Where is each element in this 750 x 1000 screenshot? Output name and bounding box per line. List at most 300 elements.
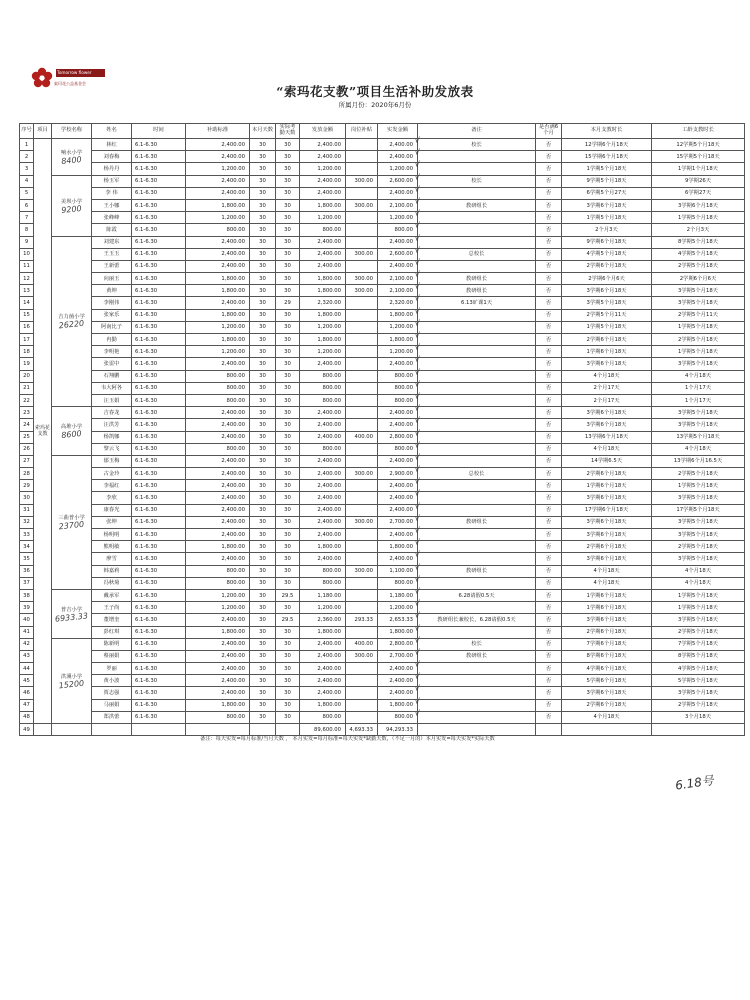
check-mark-icon: √ xyxy=(414,452,420,462)
col-six-months-cell: 否 xyxy=(536,602,562,614)
table-row xyxy=(20,273,745,285)
col-name-header: 姓名 xyxy=(92,124,132,139)
check-mark-icon: √ xyxy=(414,355,420,365)
logo-text: Tomorrow flower xyxy=(56,69,105,77)
check-mark-icon: √ xyxy=(414,708,420,718)
col-period-cell: 6.1-6.30 xyxy=(132,589,186,601)
table-row xyxy=(20,139,745,151)
col-days-cell: 30 xyxy=(250,589,276,601)
col-post-allowance-cell xyxy=(346,407,378,419)
table-row xyxy=(20,370,745,382)
col-index-cell: 32 xyxy=(20,516,34,528)
col-period-cell: 6.1-6.30 xyxy=(132,529,186,541)
school-name: 响水小学 xyxy=(60,149,83,156)
col-index-cell: 22 xyxy=(20,394,34,406)
document-title: “索玛花支教”项目生活补助发放表 xyxy=(276,84,474,99)
school-cell xyxy=(52,407,92,456)
col-standard-cell: 1,200.00 xyxy=(186,163,250,175)
table-row xyxy=(20,589,745,601)
col-name-cell: 张坤 xyxy=(92,516,132,528)
col-standard-cell: 1,800.00 xyxy=(186,541,250,553)
col-standard-cell: 2,400.00 xyxy=(186,614,250,626)
col-remark-cell xyxy=(418,334,536,346)
col-paid-cell: 2,400.00 √ xyxy=(378,187,418,199)
col-period-cell: 6.1-6.30 xyxy=(132,602,186,614)
col-amount-cell: 2,400.00 xyxy=(300,151,346,163)
handwritten-date: 6.18号 xyxy=(674,773,715,793)
col-remark-cell xyxy=(418,382,536,394)
col-amount-cell: 2,320.00 xyxy=(300,297,346,309)
school-cell xyxy=(52,455,92,589)
col-post-allowance-cell xyxy=(346,663,378,675)
col-post-allowance-cell xyxy=(346,711,378,723)
col-six-months-cell: 否 xyxy=(536,492,562,504)
col-six-months-cell: 否 xyxy=(536,516,562,528)
table-row xyxy=(20,492,745,504)
col-amount-cell: 2,400.00 xyxy=(300,529,346,541)
table-row xyxy=(20,394,745,406)
col-days-cell: 30 xyxy=(250,504,276,516)
col-name-cell: 冉勤 xyxy=(92,334,132,346)
check-mark-icon: √ xyxy=(414,343,420,353)
col-period-cell: 6.1-6.30 xyxy=(132,309,186,321)
check-mark-icon: √ xyxy=(414,513,420,523)
col-six-months-cell: 否 xyxy=(536,638,562,650)
table-row xyxy=(20,285,745,297)
col-month-duration-cell: 2学期6个月18天 xyxy=(562,468,652,480)
col-attendance-cell: 30 xyxy=(276,541,300,553)
table-row xyxy=(20,529,745,541)
col-post-allowance-cell xyxy=(346,260,378,272)
col-period-cell: 6.1-6.30 xyxy=(132,650,186,662)
col-index-cell: 21 xyxy=(20,382,34,394)
col-name-cell: 黎云飞 xyxy=(92,443,132,455)
col-post-allowance-cell: 300.00 xyxy=(346,516,378,528)
col-paid-cell: 2,400.00 √ xyxy=(378,480,418,492)
col-index-cell: 1 xyxy=(20,139,34,151)
col-name-cell: 李刚伟 xyxy=(92,297,132,309)
col-name-cell: 杨玉军 xyxy=(92,175,132,187)
col-standard-cell: 2,400.00 xyxy=(186,516,250,528)
col-index-cell: 20 xyxy=(20,370,34,382)
school-name: 吉力菌小学 xyxy=(58,314,85,321)
col-paid-cell: 1,800.00 √ xyxy=(378,309,418,321)
col-post-allowance-cell: 300.00 xyxy=(346,650,378,662)
col-days-cell: 30 xyxy=(250,285,276,297)
col-period-cell: 6.1-6.30 xyxy=(132,711,186,723)
col-name-cell: 汪玉娟 xyxy=(92,394,132,406)
col-index-cell: 18 xyxy=(20,346,34,358)
col-period-cell: 6.1-6.30 xyxy=(132,699,186,711)
col-remark-cell xyxy=(418,541,536,553)
col-total-duration-cell: 3学期5个月18天 xyxy=(652,358,745,370)
col-six-months-cell: 否 xyxy=(536,541,562,553)
col-remark-cell: 教研组长 xyxy=(418,516,536,528)
col-name-cell: 陈新明 xyxy=(92,638,132,650)
table-row xyxy=(20,602,745,614)
col-attendance-cell: 29 xyxy=(276,297,300,309)
col-total-duration-cell: 1学期5个月18天 xyxy=(652,212,745,224)
col-period-cell: 6.1-6.30 xyxy=(132,382,186,394)
col-standard-cell: 800.00 xyxy=(186,394,250,406)
col-month-duration-header: 本月支教时长 xyxy=(562,124,652,139)
col-amount-cell: 2,400.00 xyxy=(300,139,346,151)
col-index-cell: 28 xyxy=(20,468,34,480)
col-paid-cell: 1,800.00 √ xyxy=(378,699,418,711)
col-days-cell: 30 xyxy=(250,541,276,553)
col-period-cell: 6.1-6.30 xyxy=(132,577,186,589)
col-post-allowance-cell xyxy=(346,553,378,565)
col-total-duration-cell: 4个月18天 xyxy=(652,565,745,577)
col-paid-cell: 2,400.00 √ xyxy=(378,151,418,163)
table-row xyxy=(20,711,745,723)
handwritten-school-total: 23700 xyxy=(58,520,85,532)
col-month-duration-cell: 1学期6个月18天 xyxy=(562,480,652,492)
col-remark-cell xyxy=(418,675,536,687)
col-remark-cell xyxy=(418,626,536,638)
table-row xyxy=(20,187,745,199)
check-mark-icon: √ xyxy=(414,306,420,316)
col-index-cell: 6 xyxy=(20,199,34,211)
handwritten-school-total: 26220 xyxy=(58,319,85,331)
col-name-cell: 韩嘉莉 xyxy=(92,565,132,577)
col-total-duration-cell: 1个月17天 xyxy=(652,382,745,394)
col-name-cell: 黄小波 xyxy=(92,675,132,687)
col-post-allowance-cell xyxy=(346,589,378,601)
check-mark-icon: √ xyxy=(414,501,420,511)
col-total-duration-cell: 7学期5个月18天 xyxy=(652,638,745,650)
col-month-duration-cell: 12学期6个月18天 xyxy=(562,139,652,151)
col-paid-cell: 2,100.00 √ xyxy=(378,273,418,285)
col-six-months-cell: 否 xyxy=(536,151,562,163)
col-standard-cell: 2,400.00 xyxy=(186,468,250,480)
col-post-allowance-cell xyxy=(346,346,378,358)
col-days-cell: 30 xyxy=(250,151,276,163)
col-paid-cell: 800.00 √ xyxy=(378,394,418,406)
col-month-duration-cell: 3学期6个月18天 xyxy=(562,687,652,699)
col-standard-cell: 1,800.00 xyxy=(186,199,250,211)
col-six-months-cell: 否 xyxy=(536,334,562,346)
col-standard-cell: 2,400.00 xyxy=(186,187,250,199)
check-mark-icon: √ xyxy=(414,196,420,206)
col-days-cell: 30 xyxy=(250,711,276,723)
col-attendance-cell: 30 xyxy=(276,139,300,151)
check-mark-icon: √ xyxy=(414,172,420,182)
document-subtitle: 所属月份：2020年6月份 xyxy=(338,101,412,109)
col-days-cell: 30 xyxy=(250,687,276,699)
col-remark-cell xyxy=(418,346,536,358)
col-days-cell: 30 xyxy=(250,212,276,224)
col-remark-cell xyxy=(418,711,536,723)
col-amount-cell: 2,400.00 xyxy=(300,468,346,480)
col-standard-cell: 2,400.00 xyxy=(186,248,250,260)
col-remark-cell xyxy=(418,260,536,272)
check-mark-icon: √ xyxy=(414,367,420,377)
col-six-months-cell: 否 xyxy=(536,553,562,565)
col-remark-cell: 教研组长兼校长，6.28请假0.5天 xyxy=(418,614,536,626)
col-amount-cell: 1,800.00 xyxy=(300,699,346,711)
school-cell xyxy=(52,589,92,638)
col-standard-cell: 2,400.00 xyxy=(186,687,250,699)
check-mark-icon: √ xyxy=(414,489,420,499)
total-index-cell: 49 xyxy=(20,724,34,736)
check-mark-icon: √ xyxy=(414,440,420,450)
col-paid-cell: 2,400.00 √ xyxy=(378,492,418,504)
col-attendance-cell: 30 xyxy=(276,529,300,541)
col-index-cell: 47 xyxy=(20,699,34,711)
col-paid-header: 实发金额 xyxy=(378,124,418,139)
col-paid-cell: 2,400.00 √ xyxy=(378,139,418,151)
col-days-cell: 30 xyxy=(250,565,276,577)
col-days-cell: 30 xyxy=(250,699,276,711)
col-month-duration-cell: 2学期6个月18天 xyxy=(562,334,652,346)
col-amount-cell: 2,400.00 xyxy=(300,687,346,699)
col-six-months-cell: 否 xyxy=(536,687,562,699)
col-month-duration-cell: 3学期6个月18天 xyxy=(562,614,652,626)
col-standard-header: 补助标准 xyxy=(186,124,250,139)
col-attendance-cell: 30 xyxy=(276,199,300,211)
table-row xyxy=(20,309,745,321)
col-six-months-cell: 否 xyxy=(536,577,562,589)
col-name-cell: 王小娜 xyxy=(92,199,132,211)
col-index-cell: 11 xyxy=(20,260,34,272)
col-total-duration-cell: 3学期5个月18天 xyxy=(652,285,745,297)
col-attendance-cell: 30 xyxy=(276,602,300,614)
table-body xyxy=(20,136,745,736)
col-remark-cell xyxy=(418,663,536,675)
col-total-duration-cell: 15学期5个月18天 xyxy=(652,151,745,163)
col-amount-cell: 2,400.00 xyxy=(300,675,346,687)
col-days-cell: 30 xyxy=(250,455,276,467)
col-post-allowance-cell xyxy=(346,504,378,516)
project-cell: 索玛花支教 xyxy=(34,139,52,724)
blank-cell xyxy=(418,724,536,736)
col-month-duration-cell: 9学期5个月18天 xyxy=(562,175,652,187)
table-row xyxy=(20,504,745,516)
col-remark-cell xyxy=(418,370,536,382)
col-attendance-cell: 30 xyxy=(276,711,300,723)
col-amount-cell: 2,400.00 xyxy=(300,504,346,516)
col-total-duration-cell: 3学期5个月18天 xyxy=(652,407,745,419)
col-paid-cell: 2,700.00 √ xyxy=(378,650,418,662)
blank-cell xyxy=(186,724,250,736)
col-index-cell: 40 xyxy=(20,614,34,626)
col-total-duration-cell: 8学期5个月18天 xyxy=(652,236,745,248)
col-amount-cell: 800.00 xyxy=(300,565,346,577)
col-six-months-cell: 否 xyxy=(536,163,562,175)
col-month-duration-cell: 1学期5个月18天 xyxy=(562,163,652,175)
col-name-cell: 贾志强 xyxy=(92,687,132,699)
table-row xyxy=(20,455,745,467)
col-days-cell: 30 xyxy=(250,260,276,272)
col-attendance-cell: 30 xyxy=(276,492,300,504)
col-attendance-cell: 30 xyxy=(276,650,300,662)
col-days-cell: 30 xyxy=(250,419,276,431)
col-month-duration-cell: 7学期6个月18天 xyxy=(562,638,652,650)
school-cell xyxy=(52,638,92,723)
col-total-duration-cell: 4个月18天 xyxy=(652,370,745,382)
col-index-cell: 15 xyxy=(20,309,34,321)
col-period-cell: 6.1-6.30 xyxy=(132,431,186,443)
col-period-cell: 6.1-6.30 xyxy=(132,626,186,638)
col-month-duration-cell: 3学期5个月18天 xyxy=(562,297,652,309)
col-six-months-cell: 否 xyxy=(536,565,562,577)
check-mark-icon: √ xyxy=(414,684,420,694)
col-month-duration-cell: 2学期6个月18天 xyxy=(562,260,652,272)
check-mark-icon: √ xyxy=(414,270,420,280)
col-days-cell: 30 xyxy=(250,346,276,358)
col-standard-cell: 800.00 xyxy=(186,565,250,577)
col-post-allowance-cell xyxy=(346,443,378,455)
col-six-months-cell: 否 xyxy=(536,187,562,199)
col-index-cell: 8 xyxy=(20,224,34,236)
col-index-cell: 4 xyxy=(20,175,34,187)
col-remark-cell xyxy=(418,394,536,406)
col-total-duration-cell: 5学期5个月18天 xyxy=(652,675,745,687)
col-paid-cell: 1,100.00 √ xyxy=(378,565,418,577)
col-post-allowance-cell xyxy=(346,151,378,163)
col-remark-cell xyxy=(418,309,536,321)
col-amount-cell: 1,800.00 xyxy=(300,626,346,638)
col-remark-cell xyxy=(418,163,536,175)
col-standard-cell: 1,200.00 xyxy=(186,321,250,333)
col-name-cell: 李 伟 xyxy=(92,187,132,199)
col-remark-cell xyxy=(418,431,536,443)
col-amount-cell: 1,800.00 xyxy=(300,334,346,346)
col-post-allowance-cell xyxy=(346,297,378,309)
col-attendance-cell: 30 xyxy=(276,663,300,675)
col-total-duration-cell: 2学期5个月18天 xyxy=(652,626,745,638)
col-attendance-header: 实际考勤天数 xyxy=(276,124,300,139)
col-days-cell: 30 xyxy=(250,224,276,236)
check-mark-icon: √ xyxy=(414,538,420,548)
col-index-cell: 31 xyxy=(20,504,34,516)
col-six-months-cell: 否 xyxy=(536,260,562,272)
col-total-duration-cell: 17学期5个月18天 xyxy=(652,504,745,516)
col-index-cell: 9 xyxy=(20,236,34,248)
col-total-duration-cell: 4学期5个月18天 xyxy=(652,663,745,675)
table-row xyxy=(20,650,745,662)
col-total-duration-cell: 1学期5个月18天 xyxy=(652,321,745,333)
table-row xyxy=(20,212,745,224)
col-post-allowance-cell xyxy=(346,139,378,151)
col-amount-cell: 2,400.00 xyxy=(300,260,346,272)
col-period-cell: 6.1-6.30 xyxy=(132,139,186,151)
school-cell xyxy=(52,236,92,407)
col-total-duration-cell: 3个月18天 xyxy=(652,711,745,723)
col-amount-cell: 1,200.00 xyxy=(300,163,346,175)
col-amount-cell: 2,400.00 xyxy=(300,358,346,370)
col-attendance-cell: 30 xyxy=(276,321,300,333)
col-month-duration-cell: 4个月18天 xyxy=(562,565,652,577)
col-index-cell: 35 xyxy=(20,553,34,565)
col-post-allowance-cell xyxy=(346,309,378,321)
col-index-cell: 23 xyxy=(20,407,34,419)
col-remark-cell: 教研组长 xyxy=(418,273,536,285)
col-remark-cell xyxy=(418,577,536,589)
col-six-months-header: 是否满6个月 xyxy=(536,124,562,139)
col-name-cell: 李明艳 xyxy=(92,346,132,358)
col-month-duration-cell: 1学期6个月18天 xyxy=(562,602,652,614)
col-standard-cell: 2,400.00 xyxy=(186,175,250,187)
blank-cell xyxy=(34,724,52,736)
table-row xyxy=(20,687,745,699)
col-attendance-cell: 30 xyxy=(276,285,300,297)
check-mark-icon: √ xyxy=(414,574,420,584)
col-paid-cell: 2,400.00 √ xyxy=(378,358,418,370)
col-post-allowance-cell: 300.00 xyxy=(346,273,378,285)
col-post-allowance-cell xyxy=(346,394,378,406)
col-days-cell: 30 xyxy=(250,309,276,321)
col-days-cell: 30 xyxy=(250,175,276,187)
col-remark-cell xyxy=(418,492,536,504)
col-index-cell: 46 xyxy=(20,687,34,699)
col-total-duration-cell: 3学期5个月18天 xyxy=(652,529,745,541)
col-name-cell: 冯秋菊 xyxy=(92,577,132,589)
col-standard-cell: 2,400.00 xyxy=(186,529,250,541)
table-row xyxy=(20,541,745,553)
col-attendance-cell: 30 xyxy=(276,334,300,346)
col-amount-cell: 2,400.00 xyxy=(300,638,346,650)
col-attendance-cell: 29.5 xyxy=(276,614,300,626)
col-paid-cell: 2,400.00 √ xyxy=(378,687,418,699)
col-post-allowance-cell xyxy=(346,577,378,589)
col-post-allowance-cell xyxy=(346,187,378,199)
table-row xyxy=(20,236,745,248)
col-name-cell: 熊明敏 xyxy=(92,541,132,553)
col-post-allowance-cell xyxy=(346,699,378,711)
table-row xyxy=(20,663,745,675)
col-standard-cell: 2,400.00 xyxy=(186,638,250,650)
col-name-cell: 陈霞 xyxy=(92,224,132,236)
col-total-duration-cell: 1学期5个月18天 xyxy=(652,602,745,614)
col-period-cell: 6.1-6.30 xyxy=(132,163,186,175)
col-total-duration-cell: 3学期6个月18天 xyxy=(652,199,745,211)
col-month-duration-cell: 1学期5个月18天 xyxy=(562,321,652,333)
col-post-allowance-cell xyxy=(346,370,378,382)
col-amount-cell: 2,400.00 xyxy=(300,650,346,662)
table-row xyxy=(20,248,745,260)
col-attendance-cell: 30 xyxy=(276,675,300,687)
col-period-cell: 6.1-6.30 xyxy=(132,394,186,406)
col-paid-cell: 800.00 √ xyxy=(378,577,418,589)
col-days-cell: 30 xyxy=(250,382,276,394)
col-paid-cell: 800.00 √ xyxy=(378,370,418,382)
col-period-cell: 6.1-6.30 xyxy=(132,370,186,382)
total-row xyxy=(20,724,745,736)
col-amount-cell: 1,800.00 xyxy=(300,309,346,321)
table-row xyxy=(20,699,745,711)
col-amount-cell: 2,400.00 xyxy=(300,553,346,565)
col-month-duration-cell: 3学期6个月18天 xyxy=(562,199,652,211)
col-six-months-cell: 否 xyxy=(536,309,562,321)
total-paid-cell: 94,293.33 xyxy=(378,724,418,736)
col-six-months-cell: 否 xyxy=(536,431,562,443)
col-standard-cell: 1,800.00 xyxy=(186,309,250,321)
col-month-duration-cell: 4学期5个月18天 xyxy=(562,248,652,260)
col-post-allowance-cell xyxy=(346,224,378,236)
col-index-cell: 25 xyxy=(20,431,34,443)
col-amount-cell: 2,400.00 xyxy=(300,248,346,260)
col-paid-cell: 1,180.00 √ xyxy=(378,589,418,601)
col-standard-cell: 2,400.00 xyxy=(186,297,250,309)
col-name-cell: 石翔鹏 xyxy=(92,370,132,382)
col-standard-cell: 1,200.00 xyxy=(186,602,250,614)
col-attendance-cell: 30 xyxy=(276,687,300,699)
col-days-cell: 30 xyxy=(250,321,276,333)
col-name-cell: 刘春梅 xyxy=(92,151,132,163)
col-amount-header: 发放金额 xyxy=(300,124,346,139)
